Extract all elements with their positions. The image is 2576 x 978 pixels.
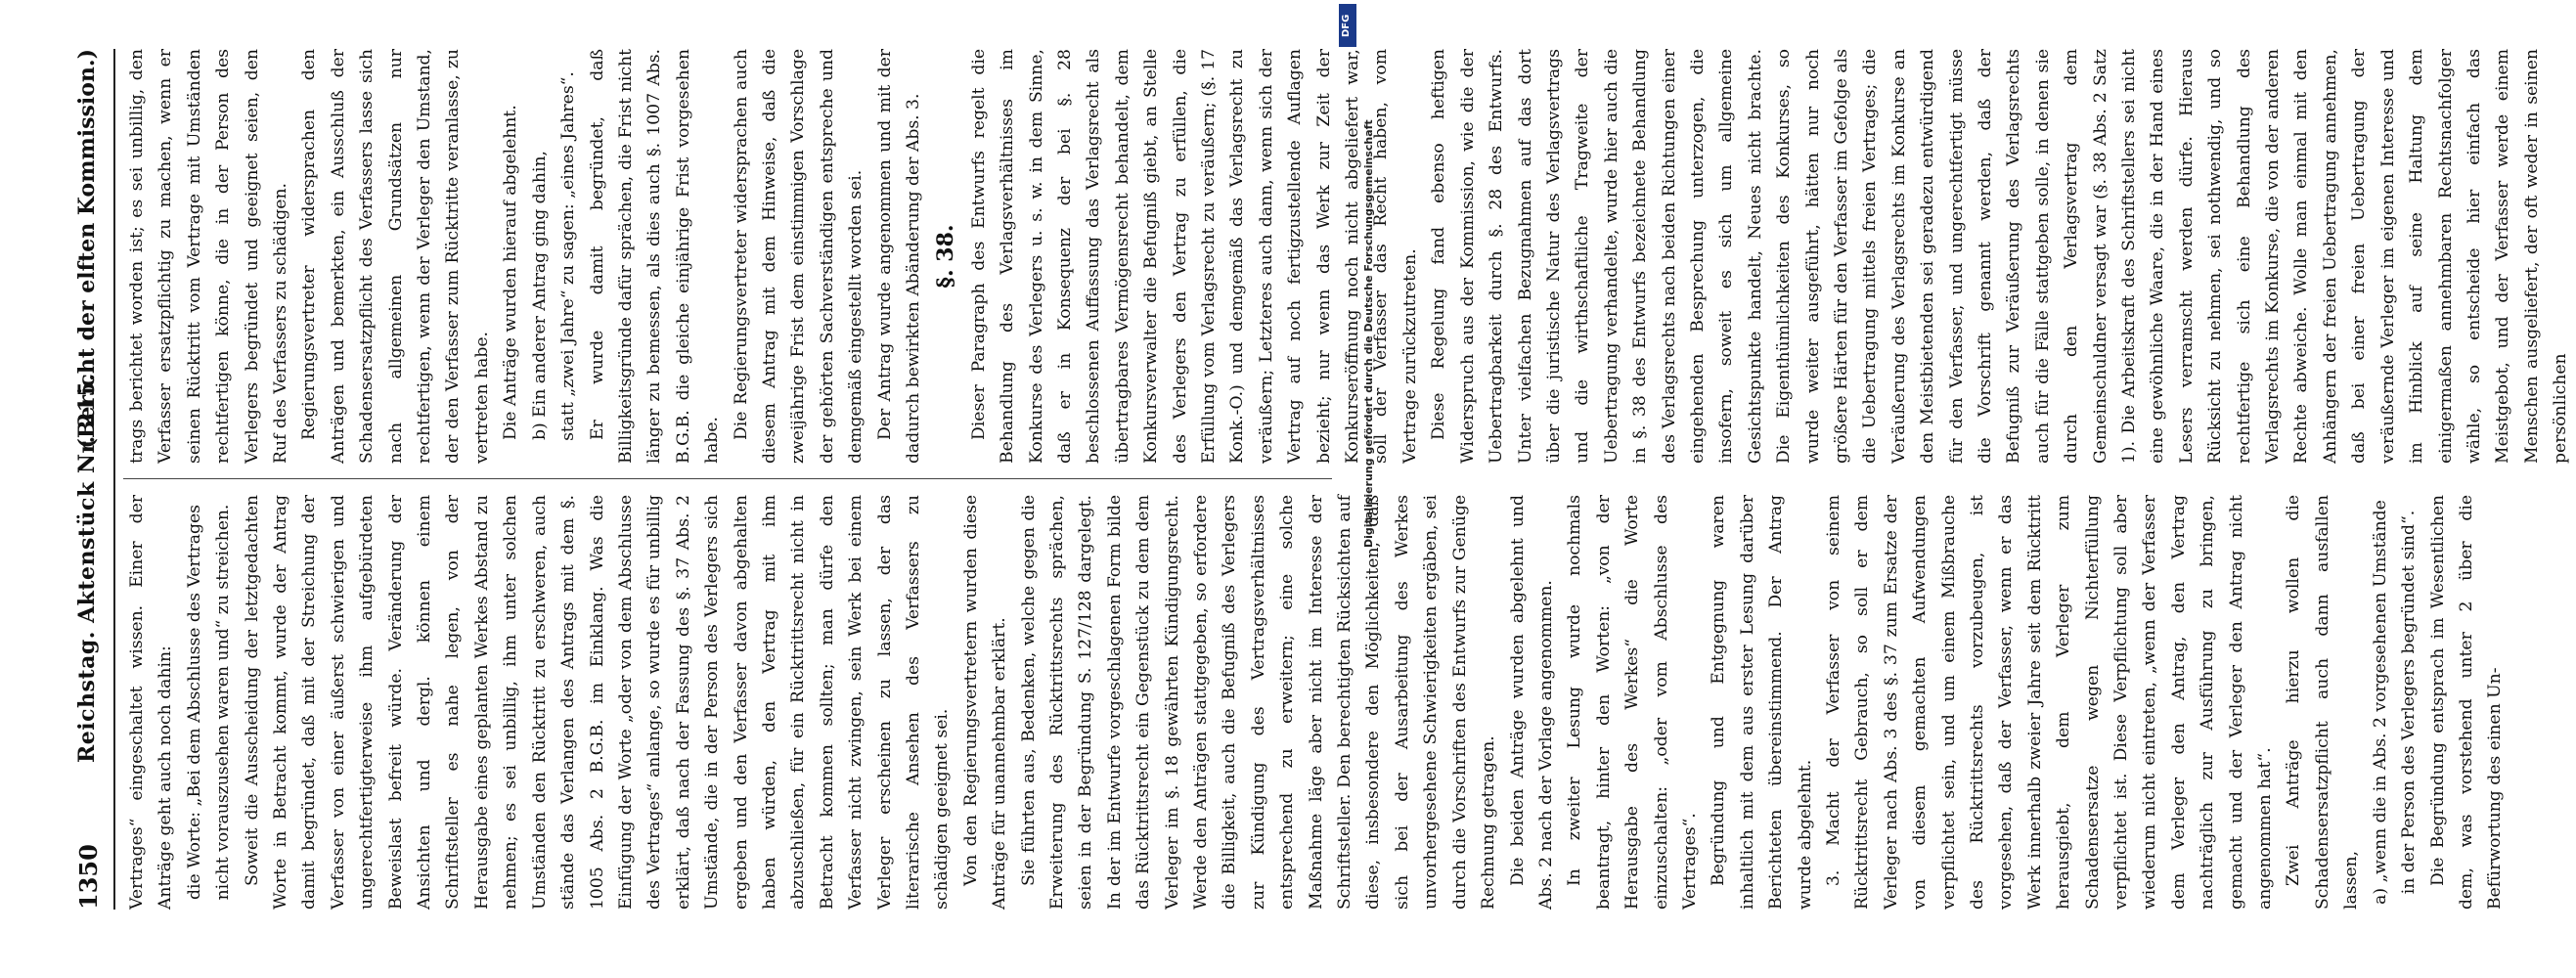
- paragraph: die Worte: „Bei dem Abschlusse des Vertrages nicht vorauszusehen waren und“ zu streichen.: [184, 504, 234, 901]
- paragraph: In zweiter Lesung wurde nochmals beantragt, hinter den Worten: „von der Herausgabe des Werkes“ die Worte einzuschalten: „oder vom Abschlusse des Vertrages“.: [1565, 495, 1700, 910]
- paragraph: Soweit die Ausscheidung der letztgedachten Worte in Betracht kommt, wurde der Antrag damit begründet, daß mit der Streichung der Verfasser von einer äußerst schwierigen und ungerechtfertigterweise ihm aufgebürdeten Beweislast befreit würde. Veränderung der Ansichten und dergl. können einem Schriftsteller es nahe legen, von der Herausgabe eines geplanten Werkes Abstand zu nehmen; es sei unbillig, ihm unter solchen Umständen den Rücktritt zu erschweren, auch stände das Verlangen des Antrags mit dem §. 1005 Abs. 2 B.G.B. im Einklang. Was die Einfügung der Worte „oder von dem Abschlusse des Vertrages“ anlange, so wurde es für unbillig erklärt, daß nach der Fassung des §. 37 Abs. 2 Umstände, die in der Person des Verlegers sich ergeben und den Verfasser davon abgehalten haben würden, den Vertrag mit ihm abzuschließen, für ein Rücktrittsrecht nicht in Betracht kommen sollten; man dürfe den Verfasser nicht zwingen, sein Werk bei einem Verleger erscheinen zu lassen, der das literarische Ansehen des Verfassers zu schädigen geeignet sei.: [242, 495, 953, 910]
- section-heading: §. 38.: [933, 224, 959, 289]
- paragraph: Von den Regierungsvertretern wurden diese Anträge für unannehmbar erklärt.: [960, 495, 1010, 910]
- paragraph: b) Ein anderer Antrag ging dahin,: [529, 150, 550, 440]
- paragraph: a) „wenn die in Abs. 2 vorgesehenen Umstände in der Person des Verlegers begründet sind“.: [2370, 500, 2420, 905]
- paragraph: trags berichtet worden ist; es sei unbillig, den Verfasser ersatzpflichtig zu machen, wenn er seinen Rücktritt vom Vertrage mit Umständen rechtfertigen könne, die in der Person des Verlegers begründet und geeignet seien, den Ruf des Verfassers zu schädigen.: [127, 49, 291, 464]
- paragraph: Diese Regelung fand ebenso heftigen Widerspruch aus der Kommission, wie die der Uebertragbarkeit durch §. 28 des Entwurfs. Unter vielfachen Bezugnahmen auf das dort über die juristische Natur des Verlagsvertrags und die wirthschaftliche Tragweite der Uebertragung verhandelte, wurde hier auch die in §. 38 des Entwurfs bezeichnete Behandlung des Verlagsrechts nach beiden Richtungen einer eingehenden Besprechung unterzogen, die insofern, soweit es sich um allgemeine Gesichtspunkte handelt, Neues nicht brachte. Die Eigenthümlichkeiten des Konkurses, so wurde weiter ausgeführt, hätten nur noch größere Härten für den Verfasser im Gefolge als die Uebertragung mittels freien Vertrages; die Veräußerung des Verlagsrechts im Konkurse an den Meistbietenden sei geradezu entwürdigend für den Verfasser, und ungerechtfertigt müsse die Vorschrift genannt werden, daß der Befugniß zur Veräußerung des Verlagsrechts auch für die Fälle stattgeben solle, in denen sie durch den Verlagsvertrag dem Gemeinschuldner versagt war (§. 38 Abs. 2 Satz 1). Die Arbeitskraft des Schriftstellers sei nicht eine gewöhnliche Waare, die in der Hand eines Lesers verramscht werden dürfe. Hieraus Rücksicht zu nehmen, sei nothwendig, und so rechtfertige sich eine Behandlung des Verlagsrechts im Konkurse, die von der anderen Rechte abweiche. Wolle man einmal mit den Anhängern der freien Uebertragung annehmen, daß bei einer freien Uebertragung der veräußernde Verleger im eigenen Interesse und im Hinblick auf seine Haltung dem einigermaßen annehmbaren Rechtsnachfolger wähle, so entscheide hier einfach das Meistgebot, und der Verfasser werde einem Menschen ausgeliefert, der oft weder in seinen persönlichen: [1429, 49, 2571, 464]
- paragraph: 3. Macht der Verfasser von seinem Rücktrittsrecht Gebrauch, so soll er dem Verleger nach Abs. 3 des §. 37 zum Ersatze der von diesem gemachten Aufwendungen verpflichtet sein, und um einem Mißbrauche des Rücktrittsrechts vorzubeugen, ist vorgesehen, daß der Verfasser, wenn er das Werk innerhalb zweier Jahre seit dem Rücktritt herausgiebt, dem Verleger zum Schadensersatze wegen Nichterfüllung verpflichtet ist. Diese Verpflichtung soll aber wiederum nicht eintreten, „wenn der Verfasser dem Verleger den Antrag, den Vertrag nachträglich zur Ausführung zu bringen, gemacht und der Verleger den Antrag nicht angenommen hat“.: [1823, 495, 2276, 910]
- paragraph: Zwei Anträge hierzu wollen die Schadensersatzpflicht auch dann ausfallen lassen,: [2284, 495, 2362, 910]
- paragraph: Die Begründung entsprach im Wesentlichen dem, was vorstehend unter 2 über die Befürwortung des einen Un-: [2427, 495, 2506, 910]
- paragraph: Begründung und Entgegnung waren inhaltlich mit dem aus erster Lesung darüber Berichteten übereinstimmend. Der Antrag wurde abgelehnt.: [1709, 495, 1815, 910]
- page-number: 1350: [74, 844, 103, 910]
- paragraph: Sie führten aus, Bedenken, welche gegen die Erweiterung des Rücktrittsrechts sprächen, seien in der Begründung S. 127/128 dargelegt. In der im Entwurfe vorgeschlagenen Form bilde das Rücktrittsrecht ein Gegenstück zu dem dem Verleger im §. 18 gewährten Kündigungsrecht. Werde den Anträgen stattgegeben, so erfordere die Billigkeit, auch die Befugniß des Verlegers zur Kündigung des Vertragsverhältnisses entsprechend zu erweitern; eine solche Maßnahme läge aber nicht im Interesse der Schriftsteller. Den berechtigten Rücksichten auf diese, insbesondere den Möglichkeiten, daß sich bei der Ausarbeitung des Werkes unvorhergesehene Schwierigkeiten ergäben, sei durch die Vorschriften des Entwurfs zur Genüge Rechnung getragen.: [1018, 495, 1499, 910]
- paragraph: Vertrages“ eingeschaltet wissen. Einer der Anträge geht auch noch dahin:: [127, 495, 176, 910]
- paragraph: Der Antrag wurde angenommen und mit der dadurch bewirkten Abänderung der Abs. 3.: [874, 49, 923, 464]
- digitization-attribution: Digitalisierung gefördert durch die Deutsche Forschungsgemeinschaft: [1362, 119, 1375, 548]
- column-divider: [123, 478, 1332, 479]
- paragraph: Die Anträge wurden hierauf abgelehnt.: [501, 105, 521, 440]
- paragraph: Die Regierungsvertreter widersprachen auch diesem Antrag mit dem Hinweise, daß die zweijährige Frist dem einstimmigen Vorschlage der gehörten Sachverständigen entspreche und demgemäß eingestellt worden sei.: [731, 49, 866, 464]
- left-text-column: [123, 495, 2506, 910]
- digitization-sidebar: [1337, 0, 1375, 978]
- paragraph: Dieser Paragraph des Entwurfs regelt die Behandlung des Verlagsverhältnisses im Konkurse des Verlegers u. s. w. in dem Sinne, daß er in Konsequenz der bei §. 28 beschlossenen Auffassung das Verlagsrecht als übertragbares Vermögensrecht behandelt, dem Konkursverwalter die Befugniß giebt, an Stelle des Verlegers den Vertrag zu erfüllen, die Erfüllung vom Verlagsrecht zu veräußern; (§. 17 Konk.-O.) und demgemäß das Verlagsrecht zu veräußern; Letzteres auch dann, wenn sich der Vertrag auf noch fertigzustellende Auflagen bezieht; nur wenn das Werk zur Zeit der Konkurseröffnung noch nicht abgeliefert war, soll der Verfasser das Recht haben, vom Vertrage zurückzutreten.: [968, 49, 1420, 464]
- paragraph: Die beiden Anträge wurden abgelehnt und Abs. 2 nach der Vorlage angenommen.: [1507, 495, 1556, 910]
- page-header: [68, 49, 115, 910]
- header-report-title: (Bericht der elften Kommission.): [74, 49, 100, 449]
- dfg-logo: DFG: [1339, 4, 1356, 47]
- paragraph: Regierungsvertreter widersprachen den Anträgen und bemerkten, ein Ausschluß der Schadensersatzpflicht des Verfassers lasse sich nach allgemeinen Grundsätzen nur rechtfertigen, wenn der Verleger den Umstand, der den Verfasser zum Rücktritte veranlasse, zu vertreten habe.: [299, 49, 492, 464]
- paragraph: statt „zwei Jahre“ zu sagen: „eines Jahres“.: [558, 71, 579, 441]
- paragraph: Er wurde damit begründet, daß Billigkeitsgründe dafür sprächen, die Frist nicht länger zu bemessen, als dies auch §. 1007 Abs. B.G.B. die gleiche einjährige Frist vorgesehen habe.: [587, 49, 723, 464]
- header-title: Reichstag. Aktenstück Nr. 215.: [74, 373, 100, 763]
